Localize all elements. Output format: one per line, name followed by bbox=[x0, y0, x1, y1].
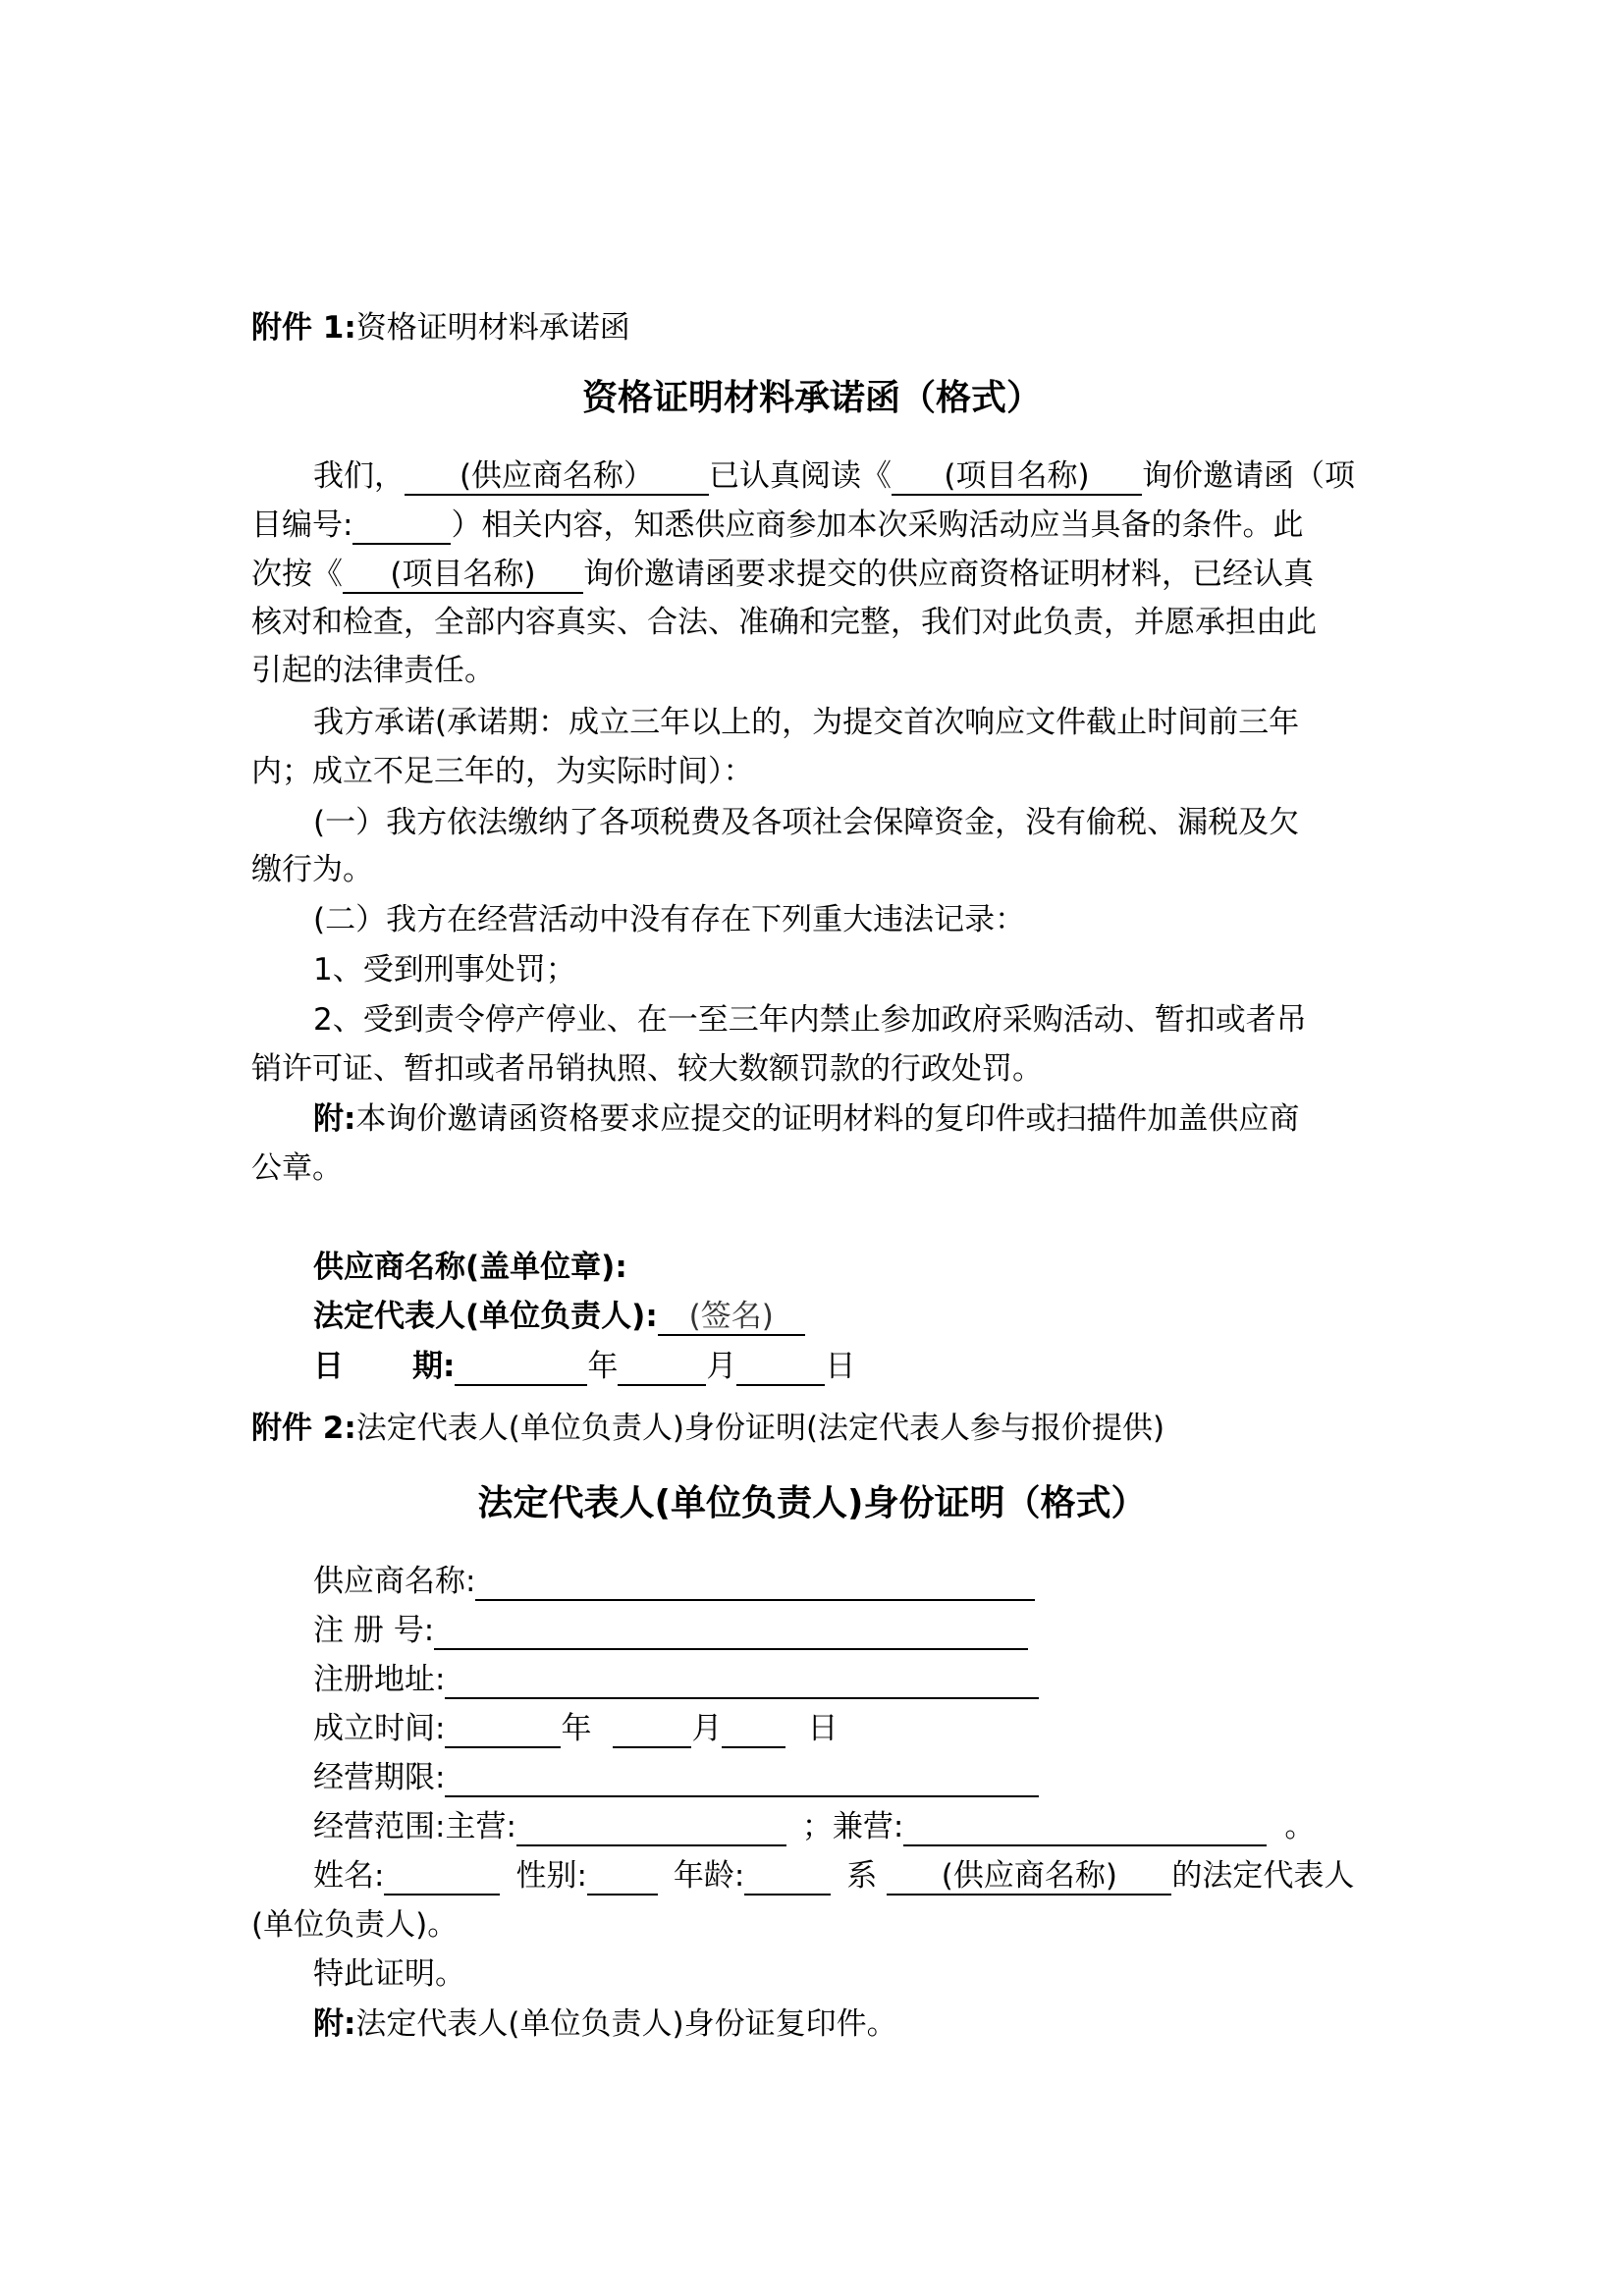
attachment2-header bbox=[251, 1409, 1164, 1448]
letter-p1-line3 bbox=[251, 555, 1314, 594]
text: 年 bbox=[561, 1711, 592, 1746]
text: 姓名: bbox=[313, 1858, 385, 1894]
name-field bbox=[384, 1894, 500, 1896]
letter-p1-line5: 引起的法律责任。 bbox=[251, 653, 495, 688]
est-year-blank bbox=[445, 1746, 561, 1748]
text: 月 bbox=[706, 1349, 737, 1384]
secondary-scope-field bbox=[903, 1844, 1267, 1846]
supplier-name-blank-2: (供应商名称) bbox=[887, 1858, 1171, 1896]
letter-note-line2: 公章。 bbox=[251, 1150, 343, 1186]
identity-scope bbox=[313, 1807, 1315, 1846]
supplier-name-field bbox=[475, 1599, 1035, 1601]
project-number-blank bbox=[352, 543, 451, 545]
sign-supplier: 供应商名称(盖单位章): bbox=[313, 1250, 627, 1285]
text: 的法定代表人 bbox=[1171, 1858, 1355, 1894]
identity-note-label: 附: bbox=[313, 2006, 356, 2042]
text: 性别: bbox=[515, 1858, 587, 1894]
text: 日 bbox=[807, 1711, 839, 1746]
day-blank bbox=[736, 1384, 825, 1386]
age-field bbox=[744, 1894, 831, 1896]
text: 系 bbox=[846, 1858, 878, 1894]
reg-no-field bbox=[434, 1648, 1028, 1650]
identity-heading: 法定代表人(单位负责人)身份证明（格式） bbox=[477, 1483, 1147, 1523]
identity-note bbox=[313, 2004, 897, 2044]
text: 年龄: bbox=[673, 1858, 745, 1894]
letter-p1-line1 bbox=[313, 456, 1355, 496]
est-day-blank bbox=[722, 1746, 785, 1748]
letter-p1-line4: 核对和检查，全部内容真实、合法、准确和完整，我们对此负责，并愿承担由此 bbox=[251, 605, 1317, 640]
identity-term bbox=[313, 1758, 1039, 1797]
text: 法定代表人(单位负责人): bbox=[313, 1299, 658, 1334]
text: 询价邀请函（项 bbox=[1142, 458, 1355, 494]
letter-p1-line2 bbox=[251, 506, 1303, 545]
signature-blank: (签名) bbox=[658, 1299, 805, 1336]
text: 经营期限: bbox=[313, 1760, 446, 1795]
sign-representative bbox=[313, 1297, 805, 1336]
project-name-blank-2: (项目名称) bbox=[343, 557, 583, 594]
identity-person bbox=[313, 1856, 1354, 1896]
sign-date bbox=[313, 1347, 855, 1386]
letter-item2: (二）我方在经营活动中没有存在下列重大违法记录： bbox=[313, 902, 1026, 937]
text: 次按《 bbox=[251, 557, 343, 592]
text: 期: bbox=[412, 1349, 456, 1384]
text: 供应商名称: bbox=[313, 1564, 476, 1599]
text: 。 bbox=[1284, 1809, 1316, 1844]
year-blank bbox=[455, 1384, 587, 1386]
text: 月 bbox=[691, 1711, 723, 1746]
identity-note-text: 法定代表人(单位负责人)身份证复印件。 bbox=[355, 2006, 897, 2042]
letter-item1-line2: 缴行为。 bbox=[251, 852, 373, 887]
est-month-blank bbox=[613, 1746, 691, 1748]
text: ；兼营: bbox=[801, 1809, 904, 1844]
letter-heading: 资格证明材料承诺函（格式） bbox=[581, 378, 1042, 418]
text: 日 bbox=[825, 1349, 856, 1384]
month-blank bbox=[618, 1384, 706, 1386]
text: 注 册 号: bbox=[313, 1613, 435, 1648]
gender-field bbox=[587, 1894, 658, 1896]
identity-established bbox=[313, 1709, 838, 1748]
note-text: 本询价邀请函资格要求应提交的证明材料的复印件或扫描件加盖供应商 bbox=[355, 1101, 1300, 1137]
text: 目编号: bbox=[251, 507, 353, 543]
text: 成立时间: bbox=[313, 1711, 446, 1746]
text: 注册地址: bbox=[313, 1662, 446, 1697]
reg-addr-field bbox=[445, 1697, 1039, 1699]
text: 日 bbox=[313, 1349, 344, 1384]
identity-reg-addr bbox=[313, 1660, 1039, 1699]
text: 询价邀请函要求提交的供应商资格证明材料，已经认真 bbox=[583, 557, 1314, 592]
text: 经营范围:主营: bbox=[313, 1809, 516, 1844]
attachment1-header bbox=[251, 308, 630, 347]
project-name-blank: (项目名称) bbox=[892, 458, 1142, 496]
text: 已认真阅读《 bbox=[709, 458, 892, 494]
text: ）相关内容，知悉供应商参加本次采购活动应当具备的条件。此 bbox=[451, 507, 1304, 543]
letter-p2-line2: 内；成立不足三年的，为实际时间）： bbox=[251, 754, 754, 789]
letter-sub2-line2: 销许可证、暂扣或者吊销执照、较大数额罚款的行政处罚。 bbox=[251, 1051, 1043, 1087]
attachment1-title: 资格证明材料承诺函 bbox=[355, 310, 630, 346]
letter-sub1: 1、受到刑事处罚； bbox=[313, 952, 576, 988]
identity-supplier-name bbox=[313, 1562, 1035, 1601]
identity-reg-no bbox=[313, 1611, 1028, 1650]
main-scope-field bbox=[516, 1844, 786, 1846]
text: 我们， bbox=[313, 458, 405, 494]
term-field bbox=[445, 1795, 1039, 1797]
attachment1-label: 附件 1: bbox=[251, 310, 356, 346]
letter-note-line1 bbox=[313, 1099, 1299, 1139]
letter-item1-line1: (一）我方依法缴纳了各项税费及各项社会保障资金，没有偷税、漏税及欠 bbox=[313, 805, 1300, 840]
identity-certify: 特此证明。 bbox=[313, 1956, 465, 1992]
attachment2-label: 附件 2: bbox=[251, 1411, 356, 1446]
attachment2-title: 法定代表人(单位负责人)身份证明(法定代表人参与报价提供) bbox=[355, 1411, 1165, 1446]
letter-sub2-line1: 2、受到责令停产停业、在一至三年内禁止参加政府采购活动、暂扣或者吊 bbox=[313, 1002, 1307, 1038]
note-label: 附: bbox=[313, 1101, 356, 1137]
letter-p2-line1: 我方承诺(承诺期：成立三年以上的，为提交首次响应文件截止时间前三年 bbox=[313, 705, 1300, 740]
identity-person-cont: (单位负责人)。 bbox=[251, 1907, 459, 1943]
supplier-name-blank: (供应商名称） bbox=[405, 458, 709, 496]
text: 年 bbox=[587, 1349, 619, 1384]
